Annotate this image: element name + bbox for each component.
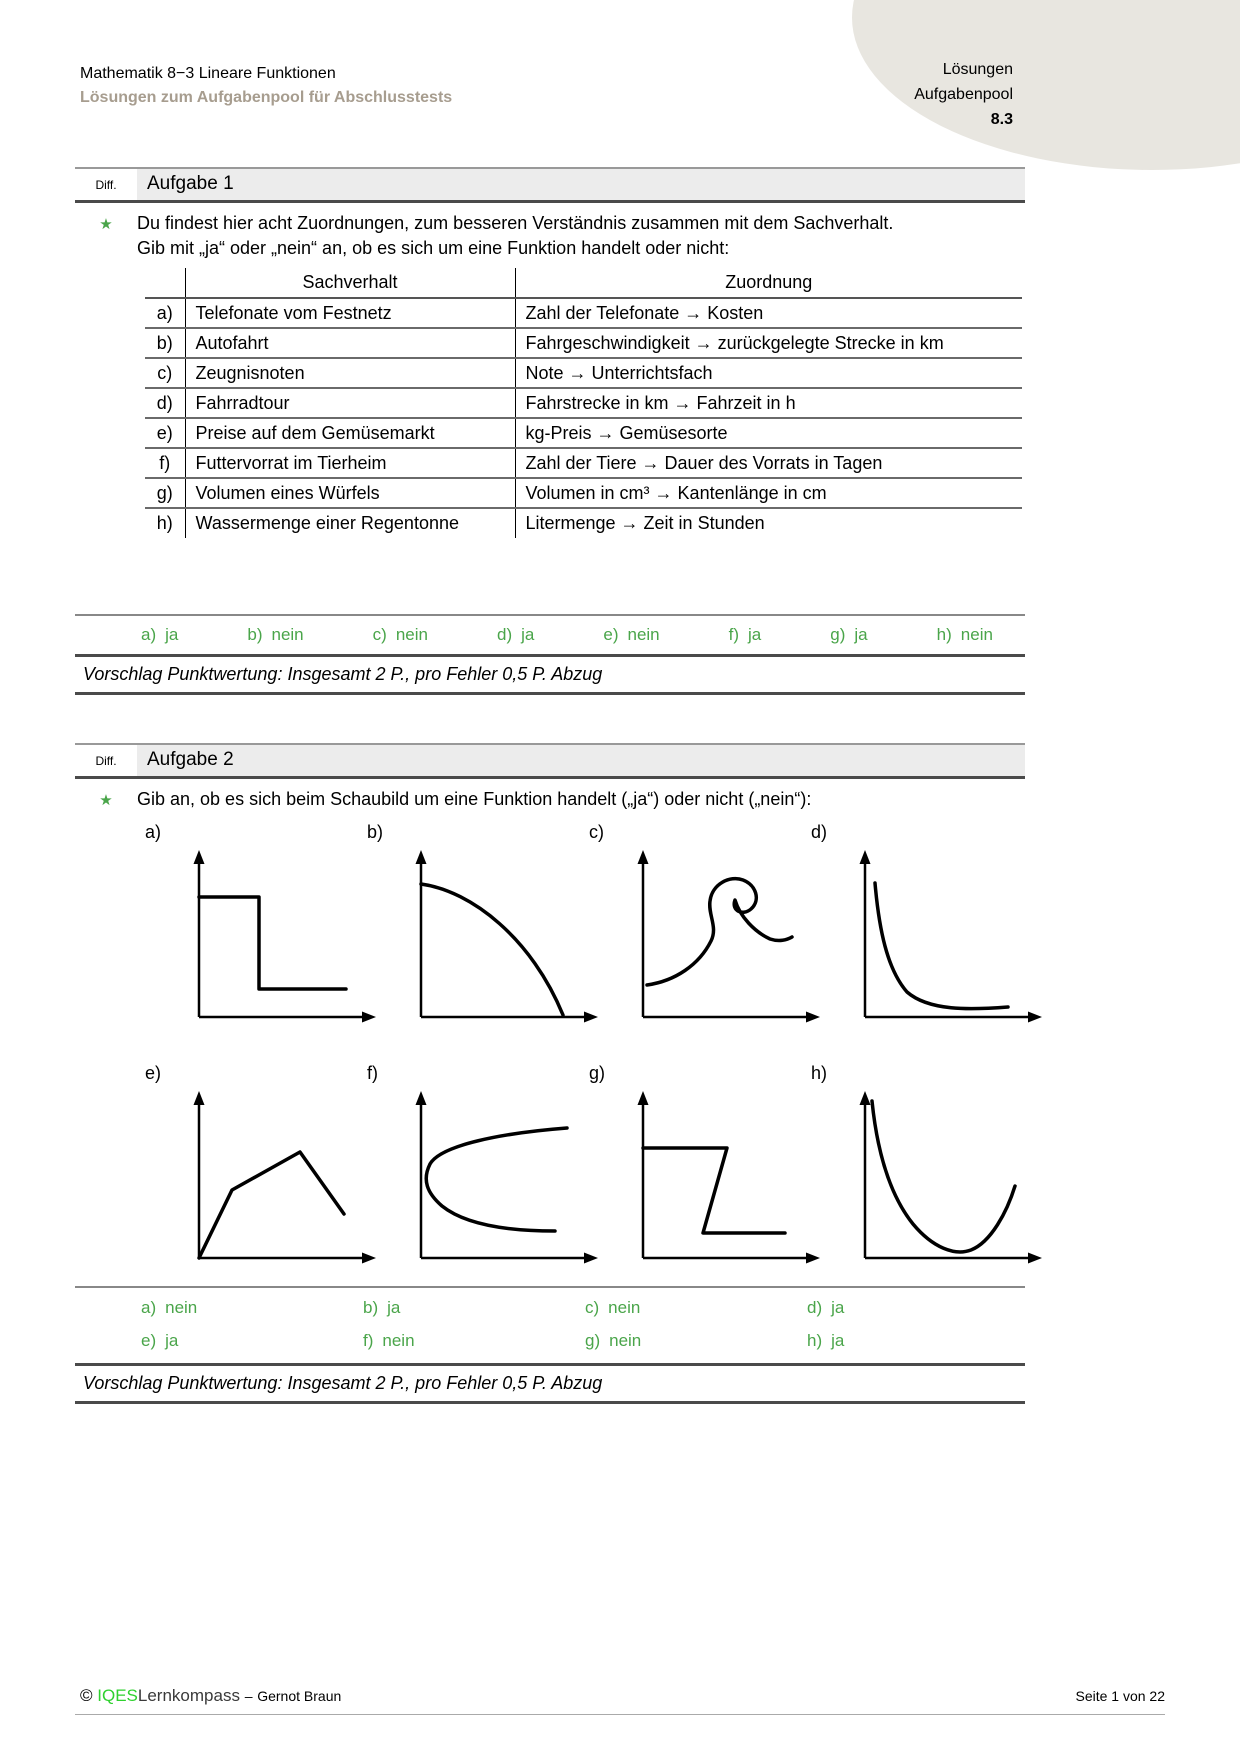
graph-cell-g	[581, 1055, 803, 1266]
row-letter: f)	[145, 448, 185, 478]
graph-label: c)	[589, 822, 604, 842]
answer-value: ja	[854, 625, 868, 644]
answer-value: ja	[831, 1331, 845, 1350]
table-header-row	[145, 268, 1022, 298]
page-footer	[80, 1686, 1165, 1706]
row-letter: b)	[145, 328, 185, 358]
answer-letter: h)	[807, 1331, 823, 1350]
task1-table	[145, 268, 1022, 538]
graph-d	[841, 847, 1046, 1025]
answer-value: nein	[382, 1331, 415, 1350]
answer-value: nein	[608, 1298, 641, 1317]
corner-line-2: Aufgabenpool	[914, 86, 1013, 103]
answer-pair	[830, 625, 867, 645]
table-header-empty	[145, 268, 185, 298]
row-sachverhalt: Volumen eines Würfels	[185, 478, 515, 508]
task1-answers	[141, 625, 993, 645]
curve	[199, 897, 346, 989]
answer-letter: c)	[372, 625, 387, 644]
task1-header	[75, 167, 1025, 203]
answer-pair	[807, 1298, 1029, 1318]
graph-label: g)	[589, 1063, 606, 1083]
y-axis-arrow-icon	[194, 1091, 205, 1105]
graph-label: a)	[145, 822, 162, 842]
curve	[421, 884, 563, 1015]
answer-letter: g)	[585, 1331, 601, 1350]
copyright-icon: ©	[80, 1686, 93, 1705]
table-row	[145, 418, 1022, 448]
task2-instruction-text: Gib an, ob es sich beim Schaubild um eine Funktion handelt („ja“) oder nicht („nein“):	[137, 789, 812, 809]
row-sachverhalt: Telefonate vom Festnetz	[185, 298, 515, 328]
page-subtitle: Lösungen zum Aufgabenpool für Abschlusstests	[80, 89, 453, 106]
row-sachverhalt: Wassermenge einer Regentonne	[185, 508, 515, 538]
answer-value: ja	[165, 1331, 179, 1350]
graph-cell-f	[359, 1055, 581, 1266]
row-sachverhalt: Fahrradtour	[185, 388, 515, 418]
y-axis-arrow-icon	[416, 850, 427, 864]
row-zuordnung: Litermenge → Zeit in Stunden	[525, 513, 765, 533]
footer-rule	[75, 1714, 1165, 1715]
graph-f	[397, 1088, 602, 1266]
answer-value: ja	[748, 625, 762, 644]
row-zuordnung: Fahrstrecke in km → Fahrzeit in h	[525, 392, 796, 413]
answer-value: ja	[831, 1298, 845, 1317]
answer-pair	[141, 1298, 363, 1318]
curve	[199, 1152, 344, 1258]
difficulty-star-icon: ★	[99, 792, 113, 809]
answer-letter: b)	[363, 1298, 379, 1317]
answer-pair	[363, 1331, 585, 1351]
row-letter: e)	[145, 418, 185, 448]
answer-value: nein	[165, 1298, 198, 1317]
graph-cell-b	[359, 814, 581, 1025]
answer-value: ja	[521, 625, 535, 644]
answer-letter: d)	[807, 1298, 823, 1317]
graph-cell-h	[803, 1055, 1025, 1266]
task2-title: Aufgabe 2	[137, 745, 1025, 776]
row-letter: a)	[145, 298, 185, 328]
answer-pair	[141, 1331, 363, 1351]
answer-pair	[497, 625, 534, 645]
graph-label: e)	[145, 1063, 162, 1083]
table-row	[145, 388, 1022, 418]
answer-letter: f)	[728, 625, 740, 644]
task2-instruction-row	[75, 787, 1025, 812]
row-sachverhalt: Zeugnisnoten	[185, 358, 515, 388]
answer-pair	[373, 625, 428, 645]
answer-pair	[807, 1331, 1029, 1351]
answer-value: nein	[960, 625, 993, 644]
x-axis-arrow-icon	[1028, 1253, 1042, 1264]
graph-e	[175, 1088, 380, 1266]
graph-c	[619, 847, 824, 1025]
answer-value: ja	[165, 625, 179, 644]
curve	[875, 883, 1008, 1009]
task1-answers-band	[75, 614, 1025, 657]
graph-cell-c	[581, 814, 803, 1025]
graph-cell-a	[137, 814, 359, 1025]
answer-value: ja	[387, 1298, 401, 1317]
answer-letter: e)	[603, 625, 619, 644]
task2-header	[75, 743, 1025, 779]
row-zuordnung: Note → Unterrichtsfach	[525, 362, 713, 383]
answer-pair	[729, 625, 762, 645]
footer-author: Gernot Braun	[257, 1688, 342, 1704]
task2-scoring-note: Vorschlag Punktwertung: Insgesamt 2 P., pro Fehler 0,5 P. Abzug	[75, 1366, 1025, 1404]
task1-diff-label: Diff.	[75, 169, 137, 200]
x-axis-arrow-icon	[1028, 1012, 1042, 1023]
footer-brand-lernkompass: Lernkompass	[137, 1686, 240, 1705]
task2-answers-band	[75, 1286, 1025, 1366]
curve	[872, 1101, 1015, 1252]
y-axis-arrow-icon	[638, 850, 649, 864]
page-number: Seite 1 von 22	[1075, 1688, 1165, 1704]
corner-line-1: Lösungen	[942, 61, 1013, 78]
answer-letter: d)	[496, 625, 513, 644]
graph-label: h)	[811, 1063, 828, 1083]
answer-letter: g)	[830, 625, 846, 644]
graph-cell-e	[137, 1055, 359, 1266]
row-letter: c)	[145, 358, 185, 388]
graph-b	[397, 847, 602, 1025]
answer-letter: a)	[141, 1298, 157, 1317]
corner-section-number: 8.3	[990, 111, 1013, 128]
page-header	[80, 62, 452, 110]
graph-label: f)	[367, 1063, 378, 1083]
row-letter: g)	[145, 478, 185, 508]
answer-value: nein	[609, 1331, 642, 1350]
table-header-zuordnung: Zuordnung	[725, 272, 813, 292]
table-row	[145, 298, 1022, 328]
y-axis-arrow-icon	[860, 850, 871, 864]
table-row	[145, 448, 1022, 478]
row-sachverhalt: Preise auf dem Gemüsemarkt	[185, 418, 515, 448]
answer-letter: e)	[141, 1331, 157, 1350]
answer-letter: f)	[363, 1331, 374, 1350]
y-axis-arrow-icon	[416, 1091, 427, 1105]
answer-pair	[247, 625, 303, 645]
corner-decoration	[852, 0, 1240, 170]
graph-cell-d	[803, 814, 1025, 1025]
answer-letter: b)	[247, 625, 263, 644]
table-row	[145, 328, 1022, 358]
row-sachverhalt: Futtervorrat im Tierheim	[185, 448, 515, 478]
curve	[426, 1128, 567, 1231]
y-axis-arrow-icon	[638, 1091, 649, 1105]
row-zuordnung: Zahl der Telefonate → Kosten	[525, 302, 764, 323]
answer-letter: a)	[141, 625, 157, 644]
row-zuordnung: Volumen in cm³ → Kantenlänge in cm	[525, 482, 827, 503]
answer-pair	[585, 1331, 807, 1351]
graph-label: b)	[367, 822, 384, 842]
task1-instruction-text	[137, 211, 1025, 261]
answer-pair	[585, 1298, 807, 1318]
answer-pair	[363, 1298, 585, 1318]
task2-graph-grid	[137, 814, 1025, 1266]
row-sachverhalt: Autofahrt	[185, 328, 515, 358]
graph-g	[619, 1088, 824, 1266]
row-letter: d)	[145, 388, 185, 418]
graph-a	[175, 847, 380, 1025]
answer-letter: c)	[585, 1298, 600, 1317]
graph-h	[841, 1088, 1046, 1266]
y-axis-arrow-icon	[860, 1091, 871, 1105]
task2-diff-label: Diff.	[75, 745, 137, 776]
row-letter: h)	[145, 508, 185, 538]
corner-label	[914, 57, 1013, 132]
answer-value: nein	[627, 625, 660, 644]
task1-title: Aufgabe 1	[137, 169, 1025, 200]
curve	[643, 1148, 785, 1233]
graph-label: d)	[811, 822, 828, 842]
answer-pair	[141, 625, 178, 645]
task2-answers	[141, 1298, 1025, 1351]
curve	[647, 879, 792, 985]
page-content	[75, 167, 1025, 1404]
task1-scoring-note: Vorschlag Punktwertung: Insgesamt 2 P., pro Fehler 0,5 P. Abzug	[75, 657, 1025, 695]
answer-value: nein	[271, 625, 304, 644]
footer-brand	[80, 1686, 341, 1706]
course-title: Mathematik 8−3 Lineare Funktionen	[80, 65, 336, 82]
table-row	[145, 508, 1022, 538]
row-zuordnung: kg-Preis → Gemüsesorte	[525, 422, 728, 443]
task1-instruction-row	[75, 211, 1025, 261]
footer-dash: –	[244, 1688, 253, 1704]
answer-pair	[603, 625, 659, 645]
answer-value: nein	[395, 625, 428, 644]
answer-pair	[937, 625, 993, 645]
row-zuordnung: Fahrgeschwindigkeit → zurückgelegte Strecke in km	[525, 332, 944, 353]
table-row	[145, 478, 1022, 508]
y-axis-arrow-icon	[194, 850, 205, 864]
answer-letter: h)	[936, 625, 952, 644]
task1-instruction-line-1: Du findest hier acht Zuordnungen, zum besseren Verständnis zusammen mit dem Sachverhalt.	[137, 213, 894, 233]
difficulty-star-icon: ★	[99, 216, 113, 233]
table-header-sachverhalt: Sachverhalt	[185, 268, 515, 298]
table-row	[145, 358, 1022, 388]
row-zuordnung: Zahl der Tiere → Dauer des Vorrats in Tagen	[525, 452, 883, 473]
footer-brand-iqes: IQES	[97, 1686, 138, 1705]
task1-instruction-line-2: Gib mit „ja“ oder „nein“ an, ob es sich um eine Funktion handelt oder nicht:	[137, 238, 730, 258]
